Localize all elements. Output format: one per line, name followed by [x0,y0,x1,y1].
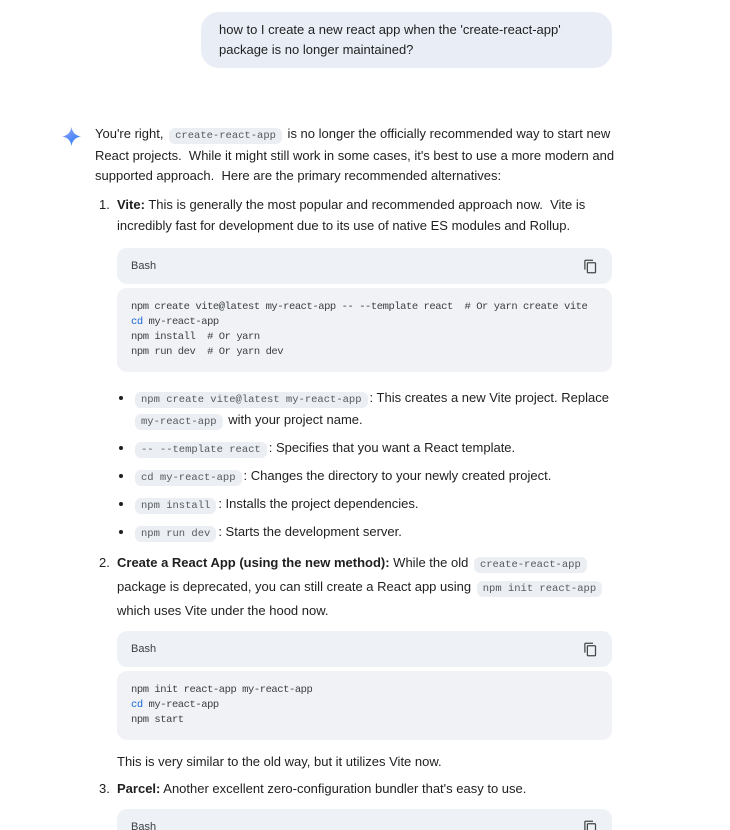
bullet-dot [119,530,123,534]
code-block-body [117,671,612,740]
inline-code: -- --template react [135,442,267,458]
user-message-bubble [201,12,612,68]
item-title: Create a React App (using the new method): [117,555,390,570]
item-title: Vite: [117,197,145,212]
list-marker: 3. [99,781,110,796]
code-language-label: Bash [131,260,157,272]
code-block-header [117,809,612,830]
followup-paragraph: This is very similar to the old way, but it utilizes Vite now. [117,754,442,769]
list-marker: 2. [99,555,110,570]
inline-code: create-react-app [169,128,282,144]
bullet-item: -- --template react : Specifies that you want a React template. [119,438,615,460]
copy-icon [583,820,598,830]
code-line: npm install # Or yarn [131,331,260,343]
code-block-header [117,248,612,284]
code-block-react-app [117,631,612,740]
inline-code: npm run dev [135,526,216,542]
user-message-text: how to I create a new react app when the 'create-react-app' package is no longer maintained? [219,22,565,57]
copy-code-button[interactable] [576,252,604,280]
copy-code-button[interactable] [576,813,604,830]
list-marker: 1. [99,197,110,212]
copy-icon [583,259,598,274]
inline-code: cd my-react-app [135,470,242,486]
copy-code-button[interactable] [576,635,604,663]
inline-code: npm create vite@latest my-react-app [135,392,368,408]
item-text: This is generally the most popular and recommended approach now. Vite is incredibly fast for development due to its use of native ES modules and Rollup. [117,197,589,233]
bullet-dot [119,446,123,450]
code-block-header [117,631,612,667]
inline-code: npm install [135,498,216,514]
intro-text: is no longer the officially recommended way to start new React projects. While it might still work in some cases, it's best to use a more modern and supported approach. Here are the primary recommended alternatives: [95,126,618,183]
code-line: npm start [131,714,184,726]
code-line: cd my-react-app [131,316,219,328]
item-title: Parcel: [117,781,161,796]
bullet-item: npm run dev : Starts the development server. [119,522,615,544]
ordered-item-2: 2. Create a React App (using the new method): While the old create-react-app package is deprecated, you can still create a React app using npm init react-app which uses Vite under the hood now. [95,552,615,621]
copy-icon [583,642,598,657]
code-block-parcel [117,809,612,830]
assistant-response [62,124,730,830]
code-line: npm init react-app my-react-app [131,684,313,696]
code-language-label: Bash [131,643,157,655]
bullet-list [119,388,615,544]
ordered-item-3 [95,778,615,799]
inline-code: npm init react-app [477,581,602,597]
code-line: npm create vite@latest my-react-app -- --template react # Or yarn create vite [131,301,588,313]
bullet-dot [119,396,123,400]
code-block-body [117,288,612,372]
code-line: npm run dev # Or yarn dev [131,346,284,358]
intro-text: You're right, [95,126,168,141]
bullet-dot [119,474,123,478]
bullet-item: npm create vite@latest my-react-app : This creates a new Vite project. Replace my-react-app with your project name. [119,388,615,432]
item-text: Another excellent zero-configuration bundler that's easy to use. [160,781,527,796]
user-message-row [0,0,730,68]
intro-paragraph [95,124,618,186]
assistant-content [95,124,618,830]
ordered-item-1 [95,194,615,236]
inline-code: my-react-app [135,414,223,430]
inline-code: create-react-app [474,557,587,573]
bullet-dot [119,502,123,506]
code-language-label: Bash [131,821,157,830]
bullet-item: cd my-react-app : Changes the directory to your newly created project. [119,466,615,488]
gemini-sparkle-icon [62,127,81,146]
bullet-item: npm install : Installs the project dependencies. [119,494,615,516]
code-line: cd my-react-app [131,699,219,711]
code-block-vite [117,248,612,372]
